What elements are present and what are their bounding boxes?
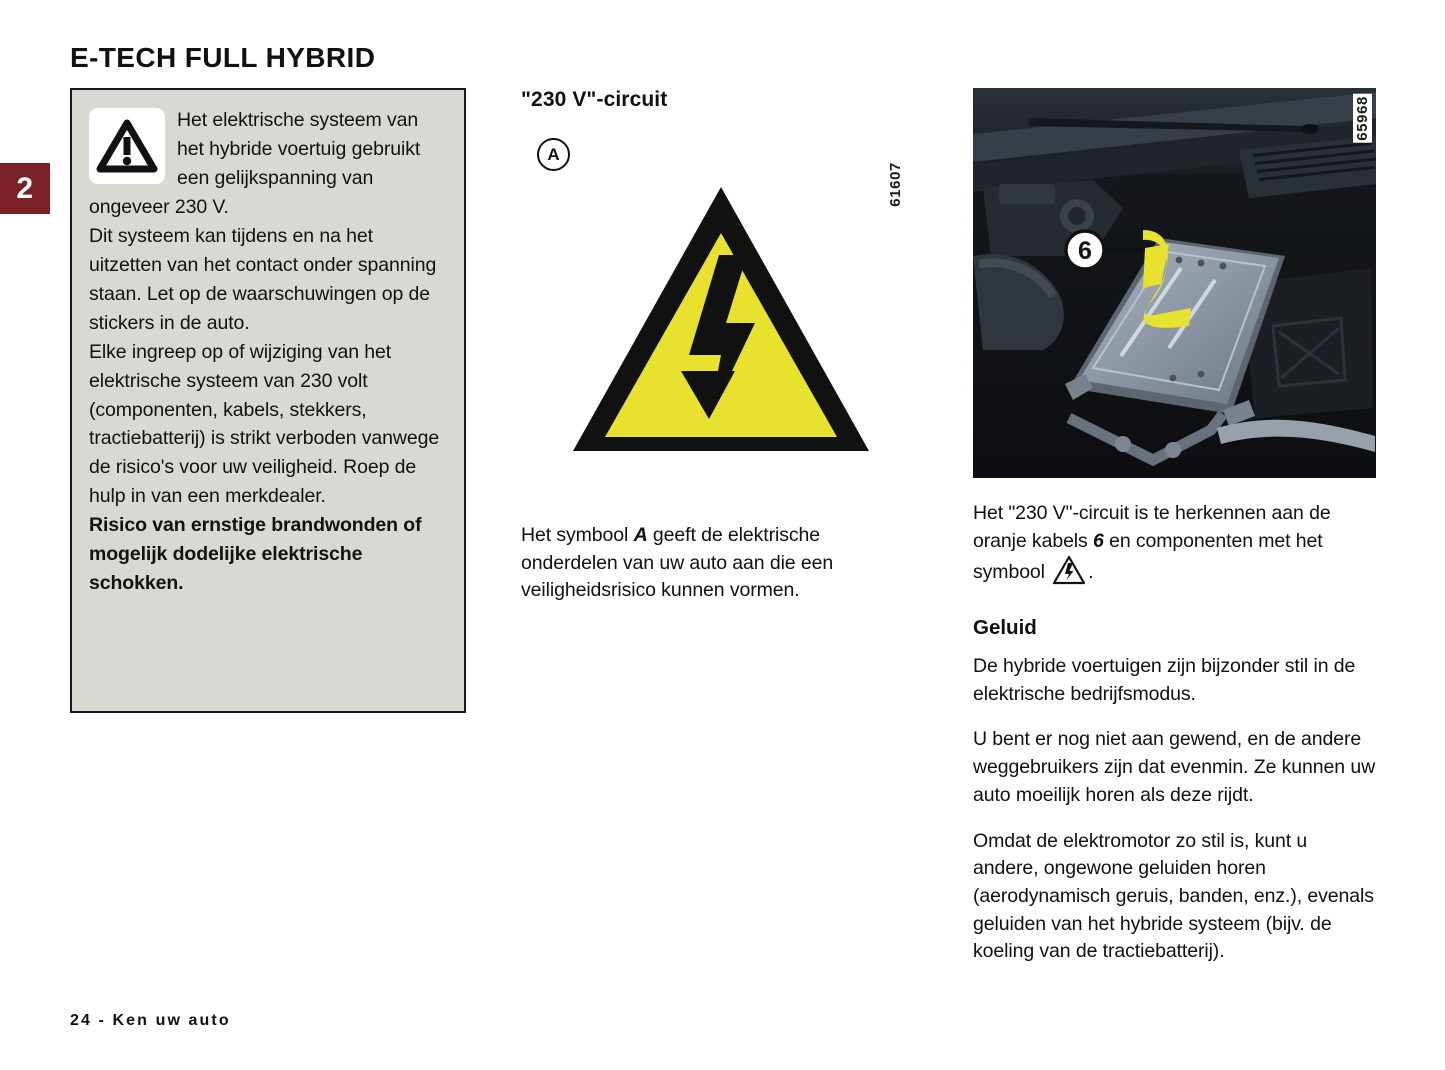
right-paragraph-2: De hybride voertuigen zijn bijzonder stil in de elektrische bedrijfsmodus. (973, 655, 1356, 705)
warning-paragraph-4: Risico van ernstige brandwonden of mogelijk dodelijke elektrische schokken. (89, 514, 422, 595)
right-column (973, 88, 1376, 984)
warning-paragraph-3: Elke ingreep op of wijziging van het elektrische systeem van 230 volt (componenten, kabels, stekkers, tractiebatterij) is strikt verboden vanwege de risico's voor uw veiligheid. Roep de hulp in van een merkdealer. (89, 340, 440, 508)
section-heading-geluid: Geluid (973, 616, 1037, 640)
warning-exclamation-triangle-icon (89, 108, 165, 184)
callout-label-a: A (537, 138, 570, 171)
right-paragraph-3: U bent er nog niet aan gewend, en de andere weggebruikers zijn dat evenmin. Ze kunnen uw auto moeilijk horen als deze rijdt. (973, 728, 1376, 806)
figure-caption (521, 522, 921, 605)
photo-reference-number: 65968 (1354, 96, 1371, 141)
middle-column (521, 88, 921, 605)
warning-callout-box (70, 88, 466, 713)
engine-bay-inverter-photo (973, 88, 1376, 478)
paragraph-1-emphasis-6: 6 (1093, 529, 1104, 552)
figure-reference-number: 61607 (887, 162, 904, 207)
page-title: E-TECH FULL HYBRID (70, 42, 376, 73)
section-heading-230v-circuit: "230 V"-circuit (521, 88, 668, 111)
warning-paragraph-2: Dit systeem kan tijdens en na het uitzetten van het contact onder spanning staan. Let op de waarschuwingen op de stickers in de auto. (89, 224, 437, 334)
paragraph-1-part-2: en componenten met het symbool (973, 529, 1323, 584)
paragraph-1-part-3: . (1088, 561, 1094, 584)
page-footer: 24 - Ken uw auto (70, 1012, 231, 1029)
paragraph-1-part-1: Het "230 V"-circuit is te herkennen aan de oranje kabels (973, 502, 1331, 552)
caption-emphasis-a: A (633, 524, 648, 546)
high-voltage-warning-triangle-icon (569, 183, 921, 460)
inline-high-voltage-triangle-icon (1052, 555, 1086, 594)
caption-text-part-2: geeft de elektrische onderdelen van uw auto aan die een veiligheidsrisico kunnen vormen. (521, 524, 834, 602)
left-column (70, 88, 470, 713)
svg-text:6: 6 (1078, 237, 1092, 265)
right-paragraph-1 (973, 500, 1376, 594)
caption-text-part-1: Het symbool (521, 524, 634, 546)
warning-paragraph-1: Het elektrische systeem van het hybride voertuig gebruikt een gelijkspanning van ongeveer 230 V. (89, 109, 421, 218)
chapter-tab: 2 (0, 163, 50, 214)
right-paragraph-4: Omdat de elektromotor zo stil is, kunt u andere, ongewone geluiden horen (aerodynamisch geruis, banden, enz.), evenals geluiden van het hybride systeem (bijv. de koeling van de tractiebatterij). (973, 829, 1374, 963)
